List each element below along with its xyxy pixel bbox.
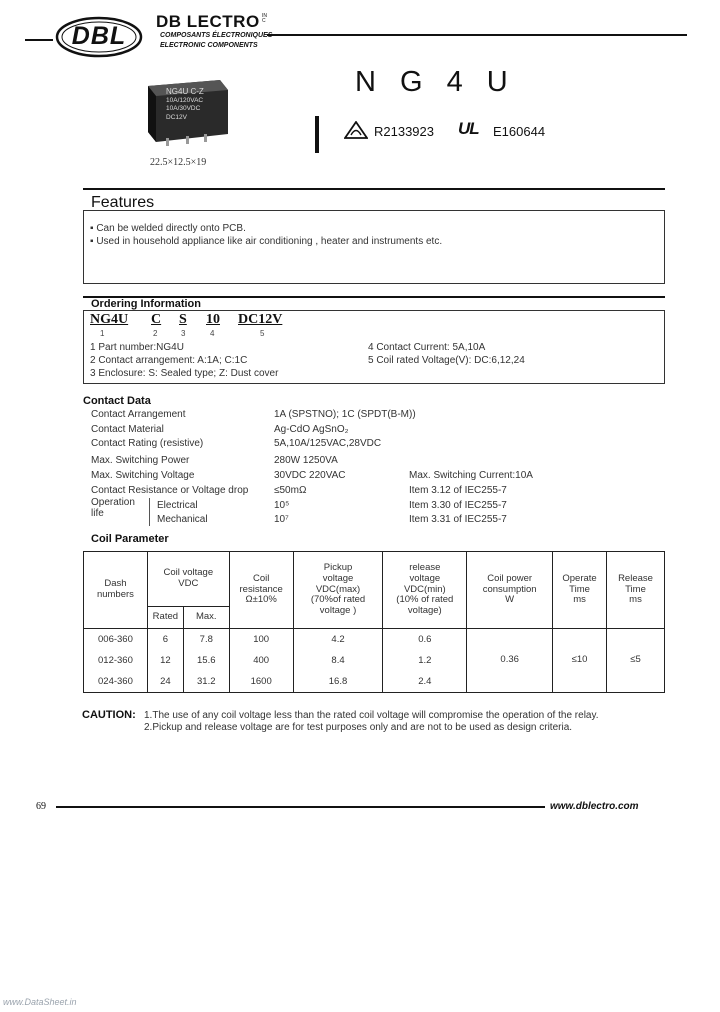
- features-rule: [83, 188, 665, 190]
- brand-suffix: INC: [262, 13, 267, 24]
- header-resistance: Coil resistance Ω±10%: [229, 552, 293, 629]
- cell: 400: [253, 655, 270, 666]
- life-extra: Item 3.30 of IEC255-7: [409, 500, 507, 511]
- cell-release-time: ≤5: [607, 629, 665, 693]
- code-index: 3: [181, 329, 186, 338]
- cell: 2.4: [418, 676, 432, 687]
- contact-value: 280W 1250VA: [274, 455, 338, 466]
- life-label-line: Operation: [91, 497, 135, 508]
- caution-line-2: 2.Pickup and release voltage are for test purposes only and are not to be used as design criteria.: [144, 722, 573, 733]
- cell: 100: [253, 634, 270, 645]
- feature-text: Used in household appliance like air conditioning , heater and instruments etc.: [96, 236, 443, 247]
- features-list: [90, 222, 660, 248]
- header-power: Coil power consumption W: [467, 552, 553, 629]
- col-dash: [84, 629, 148, 693]
- company-logo: [55, 16, 143, 58]
- contact-value: 30VDC 220VAC: [274, 470, 346, 481]
- relay-label-text: [166, 88, 228, 122]
- col-resistance: [229, 629, 293, 693]
- relay-product-image: [140, 76, 230, 148]
- cell: 4.2: [331, 634, 345, 645]
- contact-label: Contact Material: [91, 424, 164, 435]
- life-value: 10⁵: [274, 500, 290, 511]
- title-bar: [315, 116, 319, 153]
- brand-name: DB LECTRO: [156, 12, 260, 31]
- life-row: [157, 500, 657, 511]
- code-part: NG4U: [90, 312, 129, 327]
- life-value: 10⁷: [274, 514, 289, 525]
- cell: 012-360: [98, 655, 133, 666]
- contact-label: Contact Arrangement: [91, 409, 186, 420]
- contact-value: 1A (SPSTNO); 1C (SPDT(B-M)): [274, 409, 416, 420]
- code-index: 1: [100, 329, 105, 338]
- header-coil-voltage: Coil voltage VDC: [147, 552, 229, 607]
- header-release-time: Release Time ms: [607, 552, 665, 629]
- contact-extra: Max. Switching Current:10A: [409, 470, 533, 481]
- brand-tagline-fr: COMPOSANTS ÉLECTRONIQUES: [160, 32, 273, 39]
- cell: 24: [160, 676, 171, 687]
- operation-life-divider: [149, 498, 150, 526]
- code-voltage: DC12V: [238, 312, 283, 327]
- cell-power: 0.36: [467, 629, 553, 693]
- features-title: Features: [91, 194, 155, 211]
- ordering-title: Ordering Information: [91, 298, 201, 310]
- contact-row: [91, 485, 661, 496]
- contact-label: Contact Resistance or Voltage drop: [91, 485, 249, 496]
- relay-label-line: 10A/30VDC: [166, 105, 201, 112]
- code-index: 5: [260, 329, 265, 338]
- contact-row: [91, 455, 661, 466]
- contact-value: 5A,10A/125VAC,28VDC: [274, 438, 382, 449]
- cell: 0.6: [418, 634, 432, 645]
- code-contact: C: [151, 312, 162, 327]
- life-row: [157, 514, 657, 525]
- caution-line-1: 1.The use of any coil voltage less than the rated coil voltage will compromise the operation of the relay.: [144, 710, 599, 721]
- col-max: [183, 629, 229, 693]
- contact-value: ≤50mΩ: [274, 485, 307, 496]
- header-pickup: Pickup voltage VDC(max) (70%of rated voltage ): [293, 552, 383, 629]
- ordering-right-notes: [368, 341, 525, 367]
- contact-row: [91, 409, 661, 420]
- header-rule-left: [25, 39, 53, 41]
- cell: 1.2: [418, 655, 432, 666]
- ordering-note: 1 Part number:NG4U: [90, 342, 184, 353]
- life-label-line: life: [91, 508, 104, 519]
- caution-label: CAUTION:: [82, 709, 136, 721]
- contact-row: [91, 470, 661, 481]
- contact-label: Max. Switching Voltage: [91, 470, 195, 481]
- contact-row: [91, 438, 661, 449]
- relay-label-line: 10A/120VAC: [166, 96, 204, 104]
- page-number: 69: [36, 801, 46, 812]
- contact-value: Ag-CdO AgSnO₂: [274, 424, 349, 435]
- ul-icon: [458, 120, 488, 138]
- ul-mark: UL: [458, 119, 479, 138]
- ordering-left-notes: [90, 341, 278, 380]
- cell: 16.8: [328, 676, 348, 687]
- cell: 15.6: [197, 655, 216, 666]
- cell: 6: [162, 634, 168, 645]
- life-label: Electrical: [157, 500, 198, 511]
- contact-label: Max. Switching Power: [91, 455, 190, 466]
- list-item: ▪ Used in household appliance like air conditioning , heater and instruments etc.: [90, 236, 443, 247]
- code-index: 4: [210, 329, 215, 338]
- contact-label: Contact Rating (resistive): [91, 438, 204, 449]
- watermark: www.DataSheet.in: [3, 997, 77, 1007]
- feature-text: Can be welded directly onto PCB.: [96, 223, 246, 234]
- header-rule-right: [267, 34, 687, 36]
- operation-life-label: [91, 497, 135, 519]
- header-max: Max.: [183, 607, 229, 629]
- cell: 31.2: [197, 676, 216, 687]
- ul-number: E160644: [493, 124, 546, 139]
- header-release-voltage: release voltage VDC(min) (10% of rated voltage): [383, 552, 467, 629]
- table-row: [84, 629, 665, 693]
- contact-extra: Item 3.12 of IEC255-7: [409, 485, 507, 496]
- col-rated: [147, 629, 183, 693]
- ordering-note: 3 Enclosure: S: Sealed type; Z: Dust cover: [90, 368, 279, 379]
- product-dimensions: 22.5×12.5×19: [150, 157, 207, 168]
- csa-number: R2133923: [374, 124, 434, 139]
- website-link[interactable]: www.dblectro.com: [550, 801, 639, 812]
- footer-rule: [56, 806, 545, 808]
- contact-title: Contact Data: [83, 395, 151, 407]
- code-current: 10: [206, 312, 220, 327]
- relay-label-line: NG4U C-Z: [166, 87, 204, 96]
- code-index: 2: [153, 329, 158, 338]
- ordering-note: 4 Contact Current: 5A,10A: [368, 342, 486, 353]
- cell: 024-360: [98, 676, 133, 687]
- product-title: N G 4 U: [355, 66, 516, 98]
- logo-text: DBL: [71, 22, 127, 50]
- code-enclosure: S: [179, 312, 187, 327]
- cell: 1600: [250, 676, 272, 687]
- coil-parameter-table: [83, 551, 665, 693]
- csa-icon: [344, 121, 368, 144]
- cell: 8.4: [331, 655, 345, 666]
- col-release: [383, 629, 467, 693]
- life-extra: Item 3.31 of IEC255-7: [409, 514, 507, 525]
- contact-row: [91, 424, 661, 435]
- relay-label-line: DC12V: [166, 113, 187, 121]
- life-label: Mechanical: [157, 514, 208, 525]
- cell: 12: [160, 655, 171, 666]
- cell: 006-360: [98, 634, 133, 645]
- ordering-note: 2 Contact arrangement: A:1A; C:1C: [90, 355, 248, 366]
- brand-tagline-en: ELECTRONIC COMPONENTS: [160, 42, 258, 49]
- cell-operate-time: ≤10: [553, 629, 607, 693]
- list-item: ▪ Can be welded directly onto PCB.: [90, 223, 246, 234]
- header-rated: Rated: [147, 607, 183, 629]
- header-dash: Dash numbers: [84, 552, 148, 629]
- ordering-note: 5 Coil rated Voltage(V): DC:6,12,24: [368, 355, 525, 366]
- col-pickup: [293, 629, 383, 693]
- header-operate-time: Operate Time ms: [553, 552, 607, 629]
- cell: 7.8: [199, 634, 213, 645]
- coil-title: Coil Parameter: [91, 533, 169, 545]
